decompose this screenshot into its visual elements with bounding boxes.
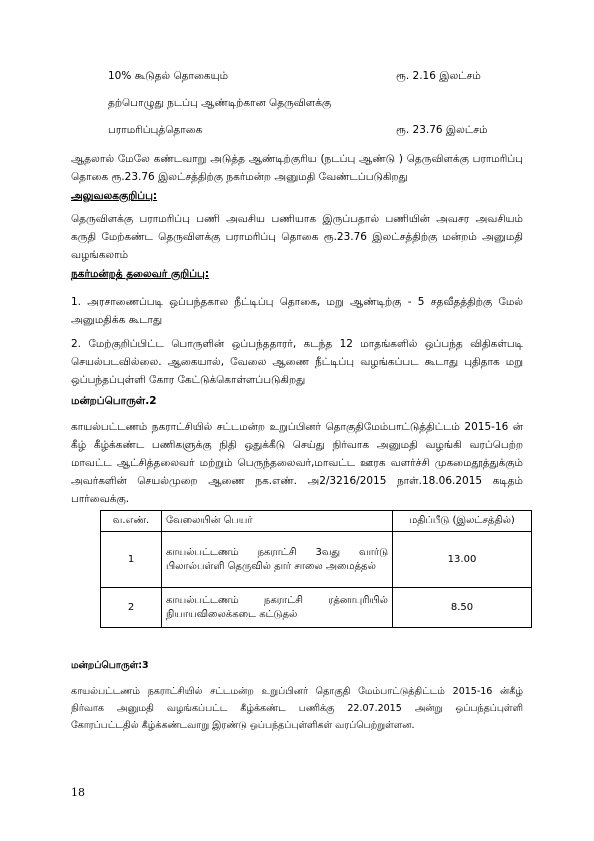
chair-point-2: 2. மேற்குறிப்பிட்ட பொருளின் ஒப்பந்ததாரர், கடந்த 12 மாதங்களில் ஒப்பந்த விதிகள்படி செயல்படவில்லை. ஆகையால், வேலை ஆணை நீட்டிப்பு வழங்கப்பட கூடாது புதிதாக மறு ஒப்பந்தப்புள்ளி கோர கேட்டுக்கொள்ளப்படுகிறது	[71, 338, 523, 386]
heading-office-note: அலுவலககுறிப்பு:	[71, 190, 158, 202]
cell-estimate: 13.00	[393, 532, 532, 588]
table-row	[101, 532, 532, 588]
header-estimate: மதிப்பீடு (இலட்சத்தில்)	[393, 511, 532, 532]
chair-point-1: 1. அரசாணைப்படி ஒப்பந்தகால நீட்டிப்பு தொகை, மறு ஆண்டிற்கு - 5 சதவீதத்திற்கு மேல் அனுமதிக்க கூடாது	[71, 296, 523, 326]
cell-serial: 2	[101, 588, 162, 628]
line-label-current-year: தற்பொழுது நடப்பு ஆண்டிற்கான தெருவிளக்கு	[108, 97, 332, 109]
line-label-extra-amount: 10% கூடுதல் தொகையும்	[108, 70, 229, 82]
paragraph-office-note: தெருவிளக்கு பராமரிப்பு பணி அவசிய பணியாக இருப்பதால் பணியின் அவசர அவசியம் கருதி மேற்கண்ட தெருவிளக்கு பராமரிப்பு தொகை ரூ.23.76 இலட்சத்திற்கு மன்றம் அனுமதி வழங்கலாம்	[71, 213, 523, 261]
paragraph-conclusion: ஆதலால் மேலே கண்டவாறு அடுத்த ஆண்டிற்குரிய (நடப்பு ஆண்டு ) தெருவிளக்கு பராமரிப்பு தொகை ரூ.23.76 இலட்சத்திற்கு நகர்மன்ற அனுமதி வேண்டப்படுகிறது	[71, 153, 523, 183]
header-work-name: வேலையின் பெயர்	[162, 511, 393, 532]
table-row	[101, 588, 532, 628]
cell-serial: 1	[101, 532, 162, 588]
works-table	[100, 510, 532, 628]
heading-subject-3: மன்றப்பொருள்:3	[71, 660, 149, 671]
paragraph-subject-3: காயல்பட்டணம் நகராட்சியில் சட்டமன்ற உறுப்பினர் தொகுதி மேம்பாட்டுத்திட்டம் 2015-16 ன்கீழ் நிர்வாக அனுமதி வழங்கப்பட்ட கீழ்க்கண்ட பணிக்கு 22.07.2015 அன்று ஒப்பந்தப்புள்ளி கோரப்பட்டதில் கீழ்க்கண்டவாறு இரண்டு ஒப்பந்தப்புள்ளிகள் வரப்பெற்றுள்ளன.	[71, 686, 523, 731]
table-header-row	[101, 511, 532, 532]
cell-work-name: காயல்பட்டணம் நகராட்சி 3வது வார்டு பிலால்பள்ளி தெருவில் தார் சாலை அமைத்தல்	[162, 532, 393, 588]
cell-work-name: காயல்பட்டணம் நகராட்சி ரத்னாபுரியில் நியாயவிலைக்கடை கட்டுதல்	[162, 588, 393, 628]
header-serial-no: வ.எண்.	[101, 511, 162, 532]
heading-chair-note: நகர்மன்றத் தலைவர் குறிப்பு:	[71, 268, 210, 280]
line-amount-maintenance: ரூ. 23.76 இலட்சம்	[396, 124, 488, 136]
page-number: 18	[71, 786, 85, 799]
line-label-maintenance: பராமரிப்புத்தொகை	[108, 124, 203, 136]
heading-subject-2: மன்றப்பொருள்.2	[71, 395, 157, 407]
line-amount-extra: ரூ. 2.16 இலட்சம்	[396, 70, 481, 82]
paragraph-subject-2: காயல்பட்டணம் நகராட்சியில் சட்டமன்ற உறுப்பினர் தொகுதிமேம்பாட்டுத்திட்டம் 2015-16 ன் கீழ் கீழ்க்கண்ட பணிகளுக்கு நிதி ஒதுக்கீடு செய்து நிர்வாக அனுமதி வழங்கி வரப்பெற்ற மாவட்ட ஆட்சித்தலைவர் மற்றும் பெருந்தலைவர்,மாவட்ட ஊரக வளர்ச்சி முகமைதூத்துக்கும் அவர்களின் செயல்முறை ஆணை நக.எண். அ2/3216/2015 நாள்.18.06.2015 கடிதம் பார்வைக்கு.	[71, 421, 523, 505]
cell-estimate: 8.50	[393, 588, 532, 628]
